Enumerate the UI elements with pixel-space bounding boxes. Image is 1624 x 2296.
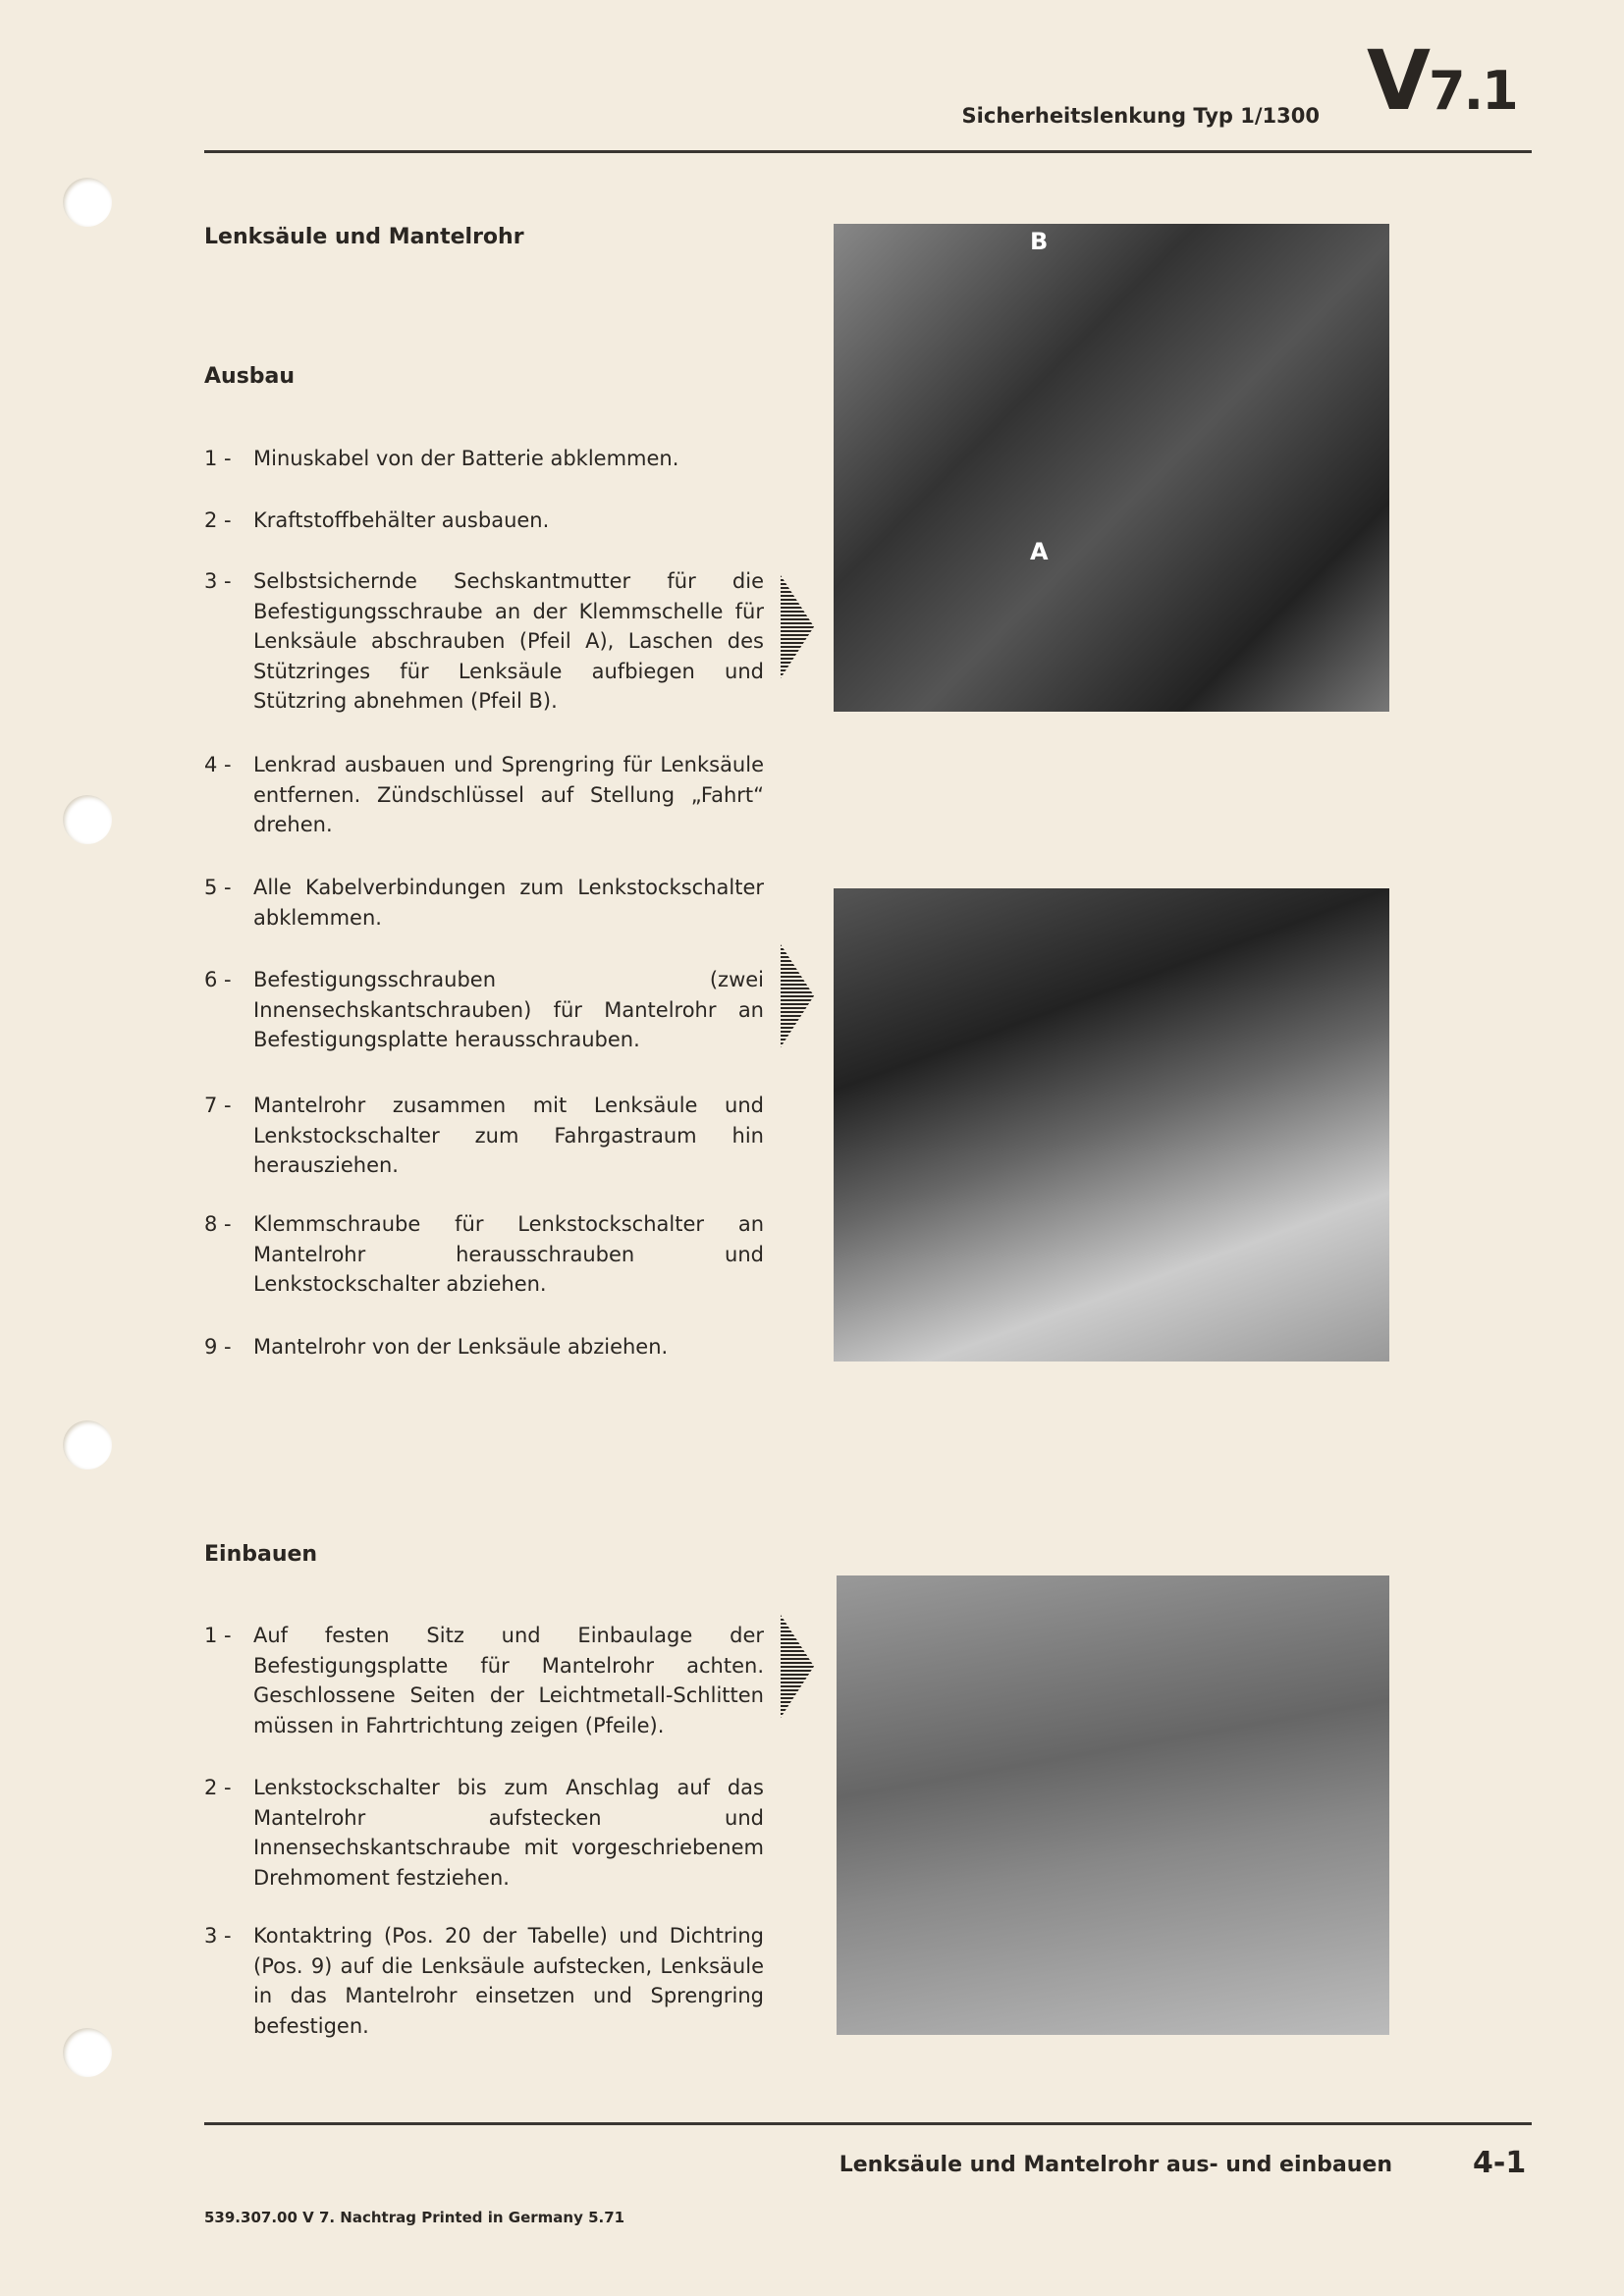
step-number: 3 -: [204, 569, 232, 593]
photo-steering-column-clamp: [834, 224, 1389, 712]
figure-pointer-icon: [781, 575, 814, 678]
section-minor: 7.1: [1429, 60, 1517, 122]
step-text: Selbstsichernde Sechskantmutter für die Befestigungsschraube an der Klemmschelle für Lenksäule abschrauben (Pfeil A), Laschen des Stützringes für Lenksäule aufbiegen und Stützring abnehmen (Pfeil B).: [253, 569, 764, 713]
photo-steering-column-interior: [834, 888, 1389, 1362]
step-text: Auf festen Sitz und Einbaulage der Befestigungsplatte für Mantelrohr achten. Geschlossene Seiten der Leichtmetall-Schlitten müssen in Fahrtrichtung zeigen (Pfeile).: [253, 1624, 764, 1737]
header-title: Sicherheitslenkung Typ 1/1300: [961, 104, 1320, 128]
photo-label-a: A: [1030, 538, 1049, 565]
step-number: 4 -: [204, 753, 232, 776]
step-item: [204, 1621, 764, 1740]
section-number: [1367, 32, 1517, 129]
step-item: [204, 873, 764, 933]
photo-mounting-plate: [837, 1575, 1389, 2035]
step-item: [204, 750, 764, 840]
step-text: Klemmschraube für Lenkstockschalter an Mantelrohr herausschrauben und Lenkstockschalter abziehen.: [253, 1212, 764, 1296]
step-text: Lenkstockschalter bis zum Anschlag auf das Mantelrohr aufstecken und Innensechskantschraube mit vorgeschriebenem Drehmoment festziehen.: [253, 1776, 764, 1890]
step-item: [204, 1209, 764, 1300]
page-number: 4-1: [1473, 2146, 1527, 2180]
footer-title: Lenksäule und Mantelrohr aus- und einbauen: [839, 2153, 1392, 2177]
step-text: Mantelrohr zusammen mit Lenksäule und Lenkstockschalter zum Fahrgastraum hin herausziehen.: [253, 1094, 764, 1177]
binder-hole: [63, 2028, 112, 2077]
step-item: [204, 1773, 764, 1893]
section-heading-einbauen: Einbauen: [204, 1542, 318, 1567]
binder-hole: [63, 795, 112, 844]
binder-hole: [63, 1420, 112, 1469]
step-text: Alle Kabelverbindungen zum Lenkstockschalter abklemmen.: [253, 876, 764, 930]
step-item: [204, 1921, 764, 2041]
page-title: Lenksäule und Mantelrohr: [204, 225, 524, 249]
step-number: 8 -: [204, 1212, 232, 1236]
step-text: Minuskabel von der Batterie abklemmen.: [253, 447, 679, 470]
step-text: Kraftstoffbehälter ausbauen.: [253, 508, 550, 532]
step-number: 7 -: [204, 1094, 232, 1117]
section-heading-ausbau: Ausbau: [204, 364, 296, 389]
footer-rule: [204, 2122, 1532, 2125]
step-item: [204, 1091, 764, 1181]
step-number: 9 -: [204, 1335, 232, 1359]
step-number: 3 -: [204, 1924, 232, 1948]
step-text: Kontaktring (Pos. 20 der Tabelle) und Dichtring (Pos. 9) auf die Lenksäule aufstecken, Lenksäule in das Mantelrohr einsetzen und Sprengring befestigen.: [253, 1924, 764, 2038]
step-number: 1 -: [204, 447, 232, 470]
step-number: 6 -: [204, 968, 232, 991]
step-item: [204, 566, 764, 717]
step-number: 2 -: [204, 1776, 232, 1799]
figure-pointer-icon: [781, 944, 814, 1047]
header-rule: [204, 150, 1532, 153]
section-major: V: [1367, 32, 1430, 129]
step-text: Befestigungsschrauben (zwei Innensechskantschrauben) für Mantelrohr an Befestigungsplatte herausschrauben.: [253, 968, 764, 1051]
step-item: [204, 506, 764, 536]
step-number: 5 -: [204, 876, 232, 899]
step-number: 1 -: [204, 1624, 232, 1647]
step-number: 2 -: [204, 508, 232, 532]
step-item: [204, 1332, 764, 1362]
photo-label-b: B: [1030, 228, 1049, 255]
figure-pointer-icon: [781, 1615, 814, 1718]
step-item: [204, 444, 764, 474]
step-text: Lenkrad ausbauen und Sprengring für Lenksäule entfernen. Zündschlüssel auf Stellung „Fahrt“ drehen.: [253, 753, 764, 836]
step-item: [204, 965, 764, 1055]
step-text: Mantelrohr von der Lenksäule abziehen.: [253, 1335, 669, 1359]
binder-hole: [63, 178, 112, 227]
imprint: 539.307.00 V 7. Nachtrag Printed in Germany 5.71: [204, 2209, 625, 2226]
